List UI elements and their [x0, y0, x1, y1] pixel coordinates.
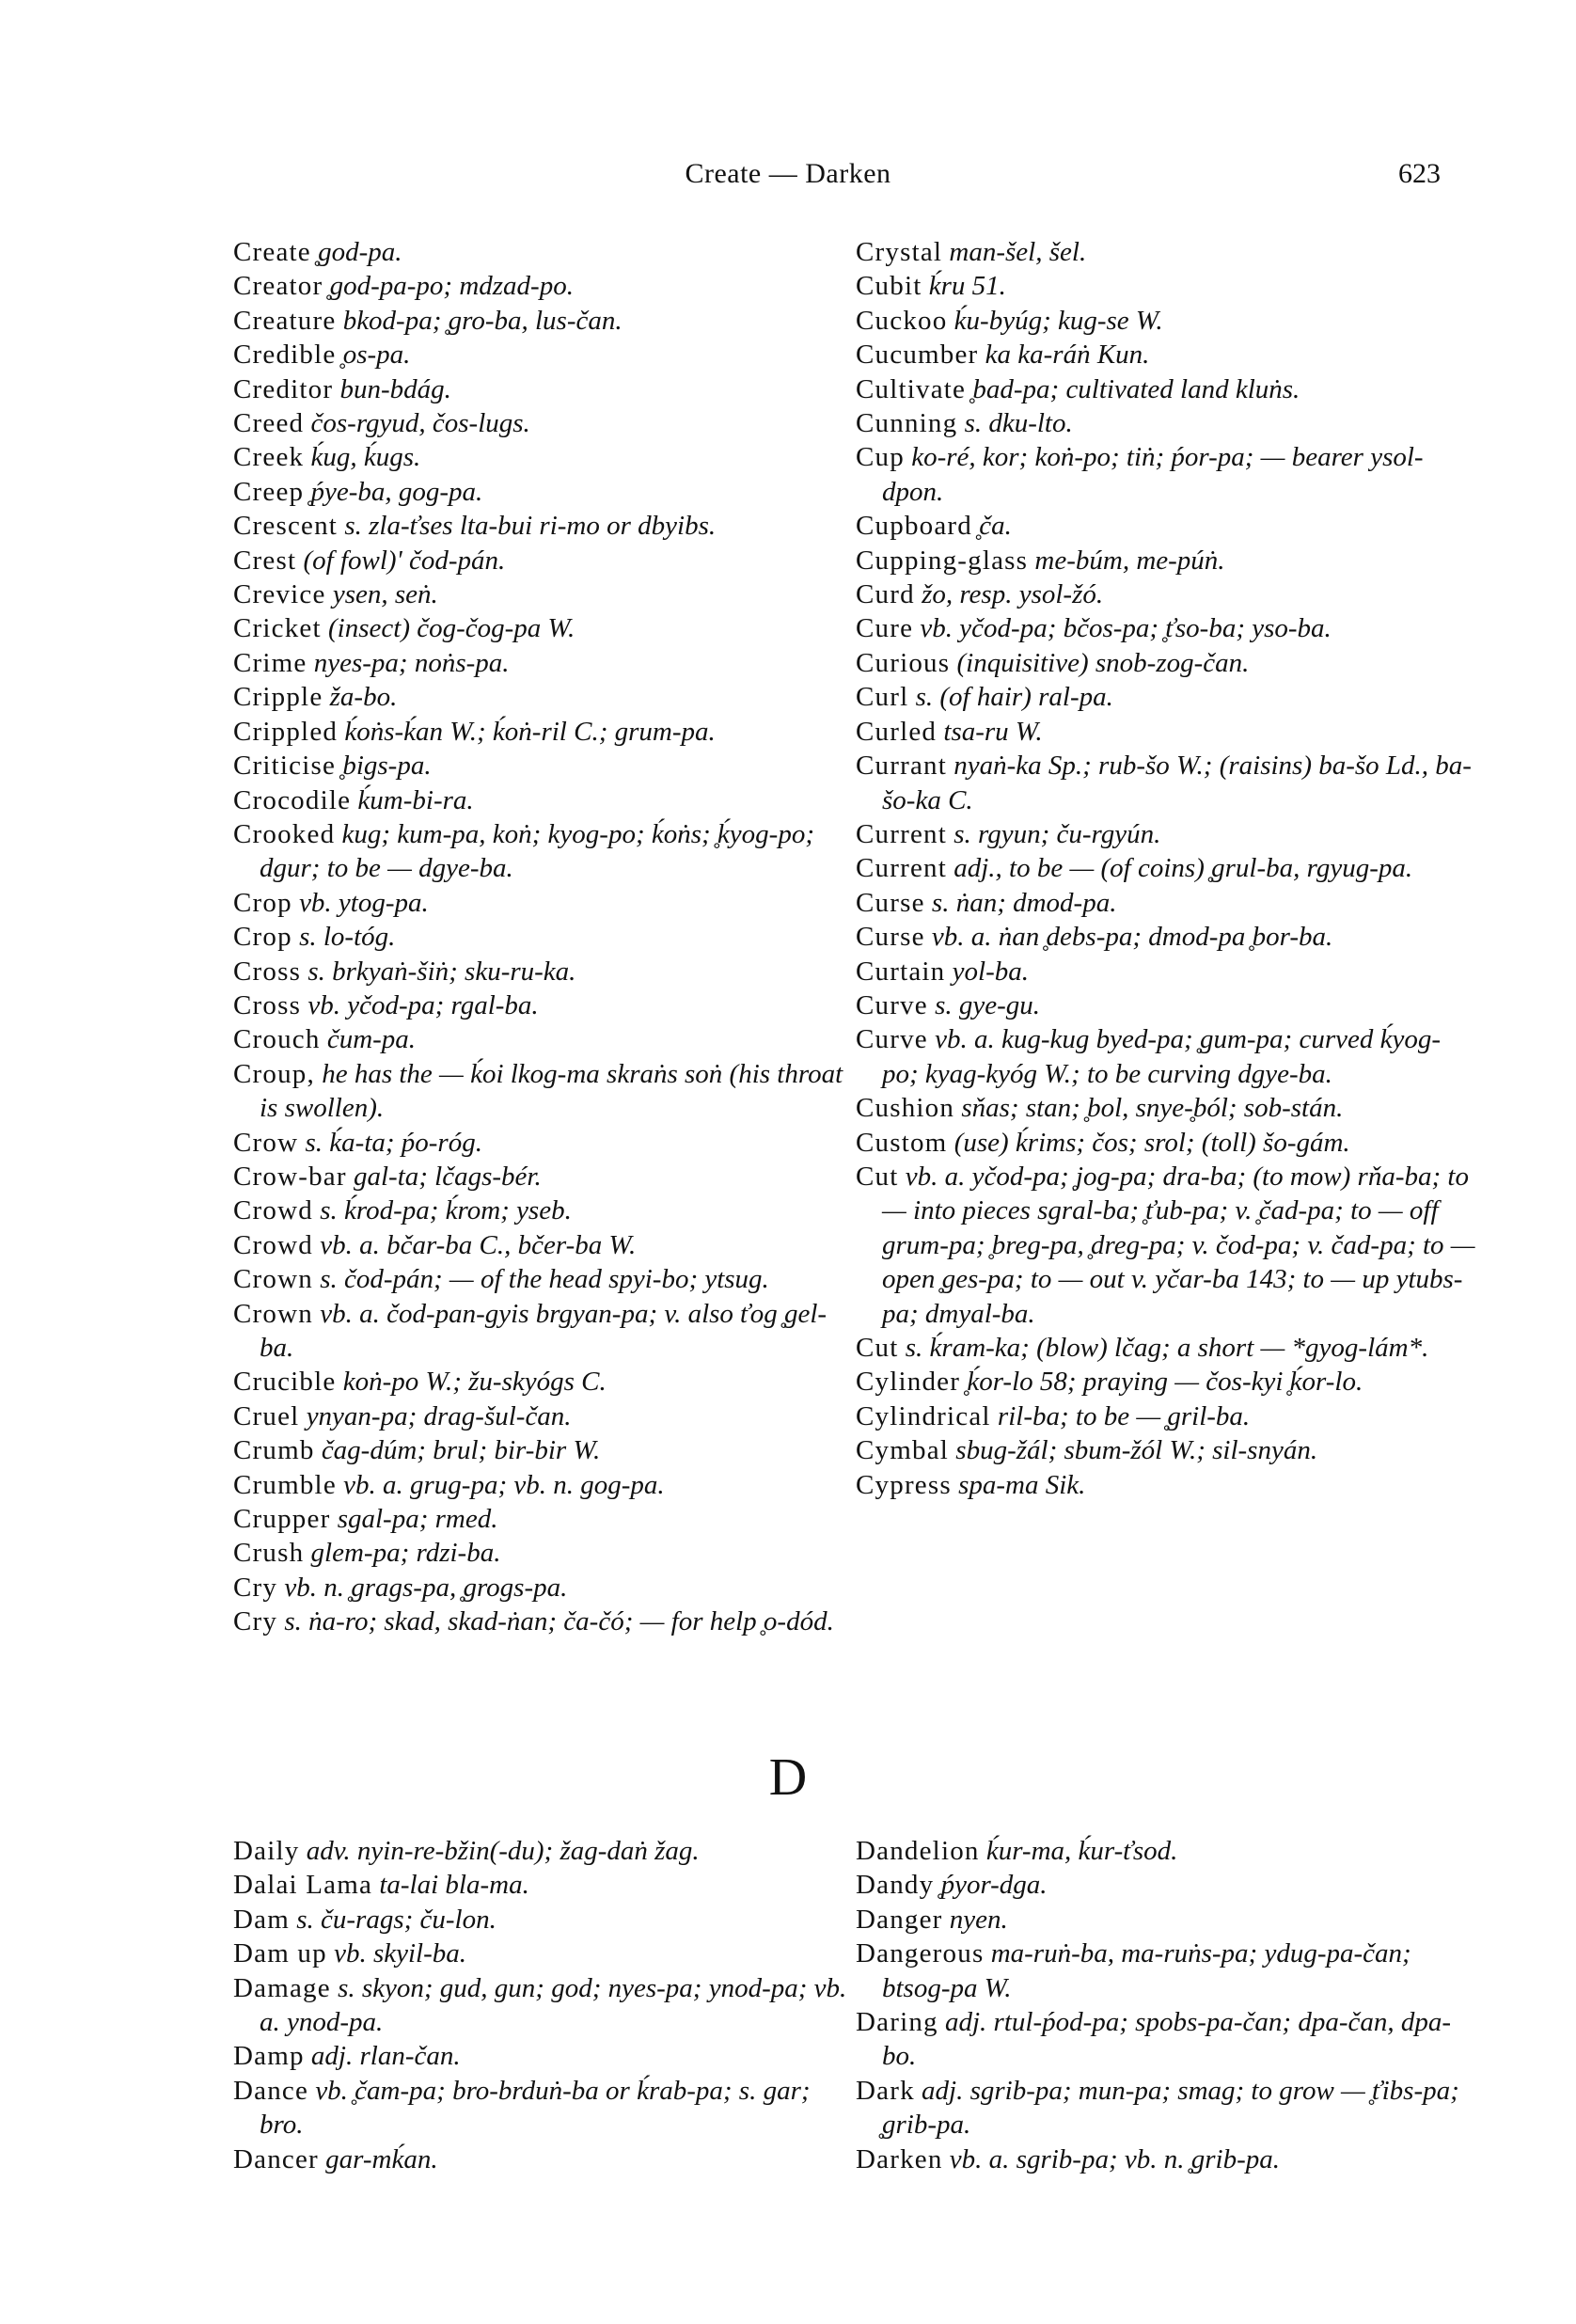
- entry-translation: vb. a. yčod-pa; ̥jog-pa; dra-ba; (to mow) rňa-ba; to — into pieces sgral-ba; ̥ťub-pa; v. ̥čad-pa; to — off grum-pa; ̥breg-pa, ̥dreg-pa; v. čod-pa; v. čad-pa; to — open ̥ges-pa; to — out v. yčar-ba 143; to — up ytubs-pa; dmyal-ba.: [882, 1161, 1475, 1329]
- entry-translation: vb. skyil-ba.: [334, 1938, 466, 1969]
- entry-translation: s. skyon; gud, gun; god; nyes-pa; ynod-pa; vb. a. ynod-pa.: [260, 1972, 847, 2038]
- entry-headword: Cut: [856, 1333, 899, 1363]
- entry-translation: ynyan-pa; drag-šul-čan.: [306, 1400, 572, 1431]
- dictionary-entry: [233, 2142, 854, 2176]
- dictionary-entry: [856, 1433, 1476, 1467]
- entry-headword: Current: [856, 818, 947, 849]
- entry-headword: Curious: [856, 647, 951, 678]
- entry-translation: vb. a. ṅan ̥debs-pa; dmod-pa ̥bor-ba.: [931, 922, 1333, 953]
- dictionary-entry: [856, 1834, 1476, 1868]
- entry-headword: Cruel: [233, 1400, 300, 1431]
- dictionary-entry: [233, 1228, 854, 1262]
- entry-headword: Dancer: [233, 2143, 319, 2174]
- entry-translation: vb. a. sgrib-pa; vb. n. ̥grib-pa.: [949, 2143, 1280, 2174]
- entry-headword: Dangerous: [856, 1938, 985, 1969]
- entry-translation: kug; kum-pa, koṅ; kyog-po; ḱoṅs; ̥ḱyog-po; dgur; to be — dgye-ba.: [260, 818, 814, 884]
- entry-translation: nyaṅ-ka Sp.; rub-šo W.; (raisins) ba-šo Ld., ba-šo-ka C.: [882, 751, 1472, 815]
- entry-translation: ḱru 51.: [928, 271, 1006, 302]
- entry-translation: s. zla-ťses lta-bui ri-mo or dbyibs.: [344, 511, 717, 542]
- dictionary-entry: [233, 749, 854, 783]
- entry-headword: Dandy: [856, 1870, 935, 1901]
- entry-headword: Crystal: [856, 237, 943, 267]
- entry-translation: ̥ṕye-ba, gog-pa.: [310, 476, 483, 507]
- dictionary-entry: [233, 1834, 854, 1868]
- entry-headword: Damage: [233, 1972, 331, 2003]
- dictionary-entry: [856, 304, 1476, 338]
- entry-headword: Creditor: [233, 373, 334, 404]
- entry-translation: gar-mḱan.: [325, 2143, 438, 2174]
- entry-headword: Crow: [233, 1127, 299, 1158]
- entry-translation: gal-ta; lčags-bér.: [353, 1161, 542, 1192]
- entry-translation: (inquisitive) snob-zog-čan.: [956, 647, 1250, 678]
- dictionary-entry: [233, 509, 854, 543]
- entry-headword: Creek: [233, 442, 305, 473]
- dictionary-entry: [233, 269, 854, 303]
- entry-translation: vb. a. kug-kug byed-pa; ̥gum-pa; curved ḱyog-po; kyag-kyóg W.; to be curving dgye-ba.: [882, 1024, 1442, 1089]
- entry-headword: Crippled: [233, 716, 339, 747]
- entry-headword: Crop: [233, 887, 292, 918]
- entry-translation: ̥god-pa-po; mdzad-po.: [329, 271, 574, 302]
- entry-translation: vb. ̥čam-pa; bro-brduṅ-ba or ḱrab-pa; s. gar; bro.: [260, 2075, 811, 2141]
- entry-headword: Crowd: [233, 1195, 313, 1226]
- entry-headword: Curled: [856, 716, 938, 747]
- entry-headword: Damp: [233, 2041, 305, 2072]
- dictionary-entry: [233, 304, 854, 338]
- entry-translation: ril-ba; to be — ̥gril-ba.: [997, 1400, 1251, 1431]
- entry-translation: adj., to be — (of coins) ̥grul-ba, rgyug-pa.: [953, 853, 1413, 884]
- dictionary-entry: [233, 475, 854, 509]
- entry-headword: Credible: [233, 340, 337, 371]
- dictionary-entry: [233, 1433, 854, 1467]
- entry-translation: sgal-pa; rmed.: [337, 1504, 498, 1535]
- entry-headword: Curtain: [856, 956, 946, 987]
- dictionary-entry: [233, 611, 854, 645]
- entry-headword: Cupping-glass: [856, 545, 1029, 576]
- entry-headword: Danger: [856, 1904, 943, 1935]
- entry-translation: adv. nyin-re-bžin(-du); žag-daṅ žag.: [306, 1836, 700, 1866]
- entry-headword: Creature: [233, 305, 337, 336]
- entry-translation: bun-bdág.: [339, 373, 451, 404]
- entry-translation: ḱum-bi-ra.: [357, 784, 474, 815]
- entry-headword: Cylinder: [856, 1367, 961, 1398]
- entry-headword: Cultivate: [856, 373, 967, 404]
- entry-headword: Curse: [856, 887, 925, 918]
- dictionary-entry: [856, 680, 1476, 714]
- dictionary-entry: [856, 1331, 1476, 1365]
- dictionary-entry: [856, 715, 1476, 749]
- dictionary-entry: [233, 1536, 854, 1570]
- entry-headword: Crocodile: [233, 784, 352, 815]
- dictionary-entry: [233, 235, 854, 269]
- entry-headword: Crescent: [233, 511, 339, 542]
- entry-headword: Crop: [233, 922, 292, 953]
- entry-headword: Dark: [856, 2075, 915, 2106]
- entry-translation: ̥ča.: [979, 511, 1012, 542]
- page-header: [0, 158, 1576, 205]
- entry-headword: Creator: [233, 271, 323, 302]
- dictionary-entry: [233, 406, 854, 440]
- entry-translation: s. brkyaṅ-šiṅ; sku-ru-ka.: [307, 956, 576, 987]
- entry-translation: ka ka-ráṅ Kun.: [985, 340, 1150, 371]
- dictionary-entry: [233, 988, 854, 1022]
- entry-headword: Cuckoo: [856, 305, 948, 336]
- entry-translation: žo, resp. ysol-žó.: [922, 579, 1104, 610]
- dictionary-entry: [233, 1297, 854, 1366]
- entry-translation: (of fowl)' čod-pán.: [303, 545, 506, 576]
- dictionary-entry: [856, 1126, 1476, 1160]
- dictionary-entry: [233, 1057, 854, 1126]
- entry-translation: (use) ḱrims; čos; srol; (toll) šo-gám.: [953, 1127, 1350, 1158]
- dictionary-entry: [856, 1868, 1476, 1902]
- entry-headword: Darken: [856, 2143, 943, 2174]
- entry-translation: nyen.: [949, 1904, 1008, 1935]
- entry-translation: he has the — ḱoi lkog-ma skraṅs soṅ (his throat is swollen).: [260, 1058, 843, 1124]
- entry-translation: (insect) čog-čog-pa W.: [328, 613, 575, 644]
- entry-translation: ḱug, ḱugs.: [310, 442, 421, 473]
- entry-headword: Cypress: [856, 1469, 952, 1500]
- dictionary-entry: [233, 1903, 854, 1937]
- dictionary-entry: [856, 2005, 1476, 2074]
- dictionary-entry: [233, 1262, 854, 1296]
- entry-translation: s. gye-gu.: [935, 989, 1041, 1020]
- entry-translation: ̥bad-pa; cultivated land kluṅs.: [972, 373, 1300, 404]
- entry-headword: Cure: [856, 613, 914, 644]
- column-upper-left: [233, 235, 854, 1639]
- entry-headword: Cross: [233, 956, 302, 987]
- entry-headword: Daring: [856, 2007, 938, 2038]
- entry-headword: Crucible: [233, 1367, 337, 1398]
- entry-headword: Cylindrical: [856, 1400, 991, 1431]
- entry-translation: ta-lai bla-ma.: [379, 1870, 529, 1901]
- entry-headword: Cripple: [233, 682, 323, 713]
- entry-translation: s. ḱram-ka; (blow) lčag; a short — *gyog-lám*.: [905, 1333, 1429, 1363]
- entry-translation: vb. a. bčar-ba C., bčer-ba W.: [320, 1229, 637, 1260]
- entry-headword: Crown: [233, 1298, 313, 1329]
- entry-headword: Cushion: [856, 1093, 955, 1124]
- dictionary-entry: [856, 988, 1476, 1022]
- dictionary-entry: [856, 1160, 1476, 1331]
- dictionary-entry: [233, 1468, 854, 1502]
- dictionary-entry: [856, 577, 1476, 611]
- dictionary-entry: [856, 509, 1476, 543]
- dictionary-entry: [856, 817, 1476, 851]
- entry-headword: Curve: [856, 989, 928, 1020]
- dictionary-entry: [233, 646, 854, 680]
- dictionary-entry: [856, 338, 1476, 372]
- dictionary-entry: [856, 646, 1476, 680]
- dictionary-entry: [233, 440, 854, 474]
- dictionary-entry: [233, 1399, 854, 1433]
- entry-headword: Cry: [233, 1606, 278, 1637]
- entry-translation: s. (of hair) ral-pa.: [915, 682, 1113, 713]
- dictionary-entry: [233, 886, 854, 920]
- entry-translation: vb. ytog-pa.: [299, 887, 429, 918]
- dictionary-entry: [856, 235, 1476, 269]
- entry-headword: Cricket: [233, 613, 322, 644]
- entry-headword: Cunning: [856, 408, 958, 439]
- entry-headword: Dam up: [233, 1938, 327, 1969]
- entry-headword: Cup: [856, 442, 905, 473]
- entry-headword: Cry: [233, 1572, 278, 1603]
- dictionary-entry: [233, 372, 854, 406]
- entry-translation: ma-ruṅ-ba, ma-ruṅs-pa; ydug-pa-čan; btsog-pa W.: [882, 1938, 1411, 2003]
- entry-headword: Crumble: [233, 1469, 337, 1500]
- entry-headword: Crupper: [233, 1504, 331, 1535]
- entry-translation: s. lo-tóg.: [299, 922, 396, 953]
- dictionary-entry: [233, 783, 854, 817]
- entry-translation: s. čod-pán; — of the head spyi-bo; ytsug.: [320, 1264, 769, 1295]
- entry-translation: vb. a. grug-pa; vb. n. gog-pa.: [343, 1469, 665, 1500]
- dictionary-entry: [856, 544, 1476, 577]
- entry-headword: Crumb: [233, 1435, 315, 1466]
- entry-translation: vb. a. čod-pan-gyis brgyan-pa; v. also ťog ̥gel-ba.: [260, 1298, 827, 1363]
- entry-translation: ̥ḱor-lo 58; praying — čos-kyi ̥ḱor-lo.: [967, 1367, 1363, 1398]
- entry-headword: Crow-bar: [233, 1161, 347, 1192]
- dictionary-entry: [856, 2142, 1476, 2176]
- column-lower-left: [233, 1834, 854, 2176]
- entry-translation: s. ṅan; dmod-pa.: [931, 887, 1117, 918]
- entry-translation: yol-ba.: [952, 956, 1029, 987]
- entry-translation: s. ḱrod-pa; ḱrom; yseb.: [320, 1195, 572, 1226]
- running-head: Create — Darken: [685, 158, 891, 189]
- entry-headword: Cross: [233, 989, 302, 1020]
- entry-translation: ḱu-byúg; kug-se W.: [953, 305, 1163, 336]
- entry-translation: spa-ma Sik.: [958, 1469, 1086, 1500]
- entry-headword: Crown: [233, 1264, 313, 1295]
- entry-translation: ̥os-pa.: [342, 340, 411, 371]
- dictionary-entry: [233, 817, 854, 886]
- entry-headword: Currant: [856, 751, 947, 782]
- entry-translation: adj. rtul-ṕod-pa; spobs-pa-čan; dpa-čan, dpa-bo.: [882, 2007, 1452, 2072]
- dictionary-entry: [856, 1022, 1476, 1091]
- entry-translation: ̥bigs-pa.: [342, 751, 432, 782]
- dictionary-entry: [856, 269, 1476, 303]
- dictionary-entry: [856, 2074, 1476, 2142]
- entry-translation: vb. yčod-pa; rgal-ba.: [307, 989, 539, 1020]
- entry-headword: Crouch: [233, 1024, 321, 1055]
- dictionary-entry: [856, 1091, 1476, 1125]
- entry-headword: Cymbal: [856, 1435, 950, 1466]
- entry-translation: bkod-pa; ̥gro-ba, lus-čan.: [342, 305, 623, 336]
- dictionary-entry: [233, 715, 854, 749]
- dictionary-entry: [233, 338, 854, 372]
- entry-translation: adj. sgrib-pa; mun-pa; smag; to grow — ̥ťibs-pa; ̥grib-pa.: [882, 2075, 1459, 2141]
- entry-headword: Cucumber: [856, 340, 979, 371]
- entry-translation: ko-ré, kor; koṅ-po; tiṅ; ṕor-pa; — bearer ysol-dpon.: [882, 442, 1424, 507]
- entry-headword: Dalai Lama: [233, 1870, 373, 1901]
- entry-translation: s. ḱa-ta; ṕo-róg.: [305, 1127, 482, 1158]
- entry-translation: ysen, seṅ.: [332, 579, 438, 610]
- entry-headword: Creed: [233, 408, 305, 439]
- entry-headword: Crush: [233, 1538, 305, 1569]
- dictionary-entry: [856, 440, 1476, 509]
- dictionary-entry: [856, 749, 1476, 817]
- entry-translation: sňas; stan; ̥bol, snye-̥ból; sob-stán.: [961, 1093, 1344, 1124]
- dictionary-entry: [233, 2039, 854, 2073]
- page-number: 623: [1398, 158, 1441, 189]
- entry-headword: Curve: [856, 1024, 928, 1055]
- entry-headword: Crooked: [233, 818, 336, 849]
- entry-translation: vb. yčod-pa; bčos-pa; ̥ťso-ba; yso-ba.: [920, 613, 1332, 644]
- entry-headword: Crevice: [233, 579, 326, 610]
- entry-translation: ža-bo.: [329, 682, 398, 713]
- entry-translation: man-šel, šel.: [949, 237, 1087, 267]
- dictionary-entry: [233, 1605, 854, 1638]
- entry-headword: Croup,: [233, 1058, 315, 1089]
- entry-translation: s. ču-rags; ču-lon.: [296, 1904, 496, 1935]
- entry-headword: Crest: [233, 545, 297, 576]
- dictionary-entry: [233, 2074, 854, 2142]
- entry-translation: adj. rlan-čan.: [310, 2041, 461, 2072]
- dictionary-entry: [233, 955, 854, 988]
- entry-headword: Creep: [233, 476, 305, 507]
- dictionary-entry: [856, 1399, 1476, 1433]
- dictionary-entry: [233, 1571, 854, 1605]
- dictionary-entry: [856, 886, 1476, 920]
- dictionary-entry: [233, 1502, 854, 1536]
- entry-headword: Current: [856, 853, 947, 884]
- entry-headword: Cubit: [856, 271, 922, 302]
- entry-translation: glem-pa; rdzi-ba.: [310, 1538, 501, 1569]
- entry-translation: s. ṅa-ro; skad, skad-ṅan; ča-čó; — for help ̥o-dód.: [284, 1606, 834, 1637]
- entry-headword: Curd: [856, 579, 915, 610]
- entry-translation: tsa-ru W.: [943, 716, 1043, 747]
- dictionary-entry: [856, 1365, 1476, 1399]
- dictionary-entry: [233, 1160, 854, 1194]
- dictionary-entry: [856, 611, 1476, 645]
- entry-headword: Crowd: [233, 1229, 313, 1260]
- entry-translation: čag-dúm; brul; bir-bir W.: [321, 1435, 601, 1466]
- entry-headword: Curse: [856, 922, 925, 953]
- dictionary-entry: [856, 1468, 1476, 1502]
- entry-translation: s. dku-lto.: [964, 408, 1073, 439]
- entry-headword: Dam: [233, 1904, 290, 1935]
- dictionary-entry: [233, 1194, 854, 1227]
- entry-headword: Cut: [856, 1161, 899, 1192]
- dictionary-entry: [233, 1365, 854, 1399]
- entry-translation: me-búm, me-púṅ.: [1034, 545, 1225, 576]
- dictionary-entry: [856, 955, 1476, 988]
- entry-headword: Criticise: [233, 751, 337, 782]
- entry-translation: ̥ṕyor-dga.: [940, 1870, 1048, 1901]
- dictionary-entry: [233, 544, 854, 577]
- entry-translation: ḱoṅs-ḱan W.; ḱoṅ-ril C.; grum-pa.: [344, 716, 716, 747]
- entry-translation: sbug-žál; sbum-žól W.; sil-snyán.: [955, 1435, 1318, 1466]
- column-lower-right: [856, 1834, 1476, 2176]
- entry-headword: Daily: [233, 1836, 300, 1866]
- dictionary-entry: [233, 1022, 854, 1056]
- entry-translation: ḱur-ma, ḱur-ťsod.: [985, 1836, 1178, 1866]
- dictionary-entry: [233, 920, 854, 954]
- dictionary-entry: [233, 1971, 854, 2040]
- dictionary-entry: [233, 1937, 854, 1970]
- entry-translation: s. rgyun; ču-rgyún.: [953, 818, 1161, 849]
- entry-translation: ̥god-pa.: [318, 237, 402, 267]
- entry-headword: Custom: [856, 1127, 948, 1158]
- dictionary-entry: [233, 680, 854, 714]
- dictionary-entry: [856, 406, 1476, 440]
- entry-translation: čos-rgyud, čos-lugs.: [310, 408, 530, 439]
- entry-headword: Curl: [856, 682, 909, 713]
- entry-headword: Create: [233, 237, 311, 267]
- entry-translation: koṅ-po W.; žu-skyógs C.: [342, 1367, 607, 1398]
- dictionary-entry: [856, 920, 1476, 954]
- entry-headword: Dance: [233, 2075, 309, 2106]
- column-upper-right: [856, 235, 1476, 1502]
- dictionary-entry: [856, 1937, 1476, 2005]
- dictionary-entry: [233, 1126, 854, 1160]
- dictionary-entry: [233, 1868, 854, 1902]
- entry-headword: Dandelion: [856, 1836, 980, 1866]
- entry-headword: Cupboard: [856, 511, 972, 542]
- dictionary-entry: [856, 372, 1476, 406]
- dictionary-entry: [856, 851, 1476, 885]
- entry-headword: Crime: [233, 647, 307, 678]
- section-letter: D: [768, 1748, 808, 1807]
- entry-translation: vb. n. ̥grags-pa, ̥grogs-pa.: [284, 1572, 568, 1603]
- dictionary-entry: [233, 577, 854, 611]
- entry-translation: čum-pa.: [326, 1024, 417, 1055]
- dictionary-entry: [856, 1903, 1476, 1937]
- entry-translation: nyes-pa; noṅs-pa.: [313, 647, 510, 678]
